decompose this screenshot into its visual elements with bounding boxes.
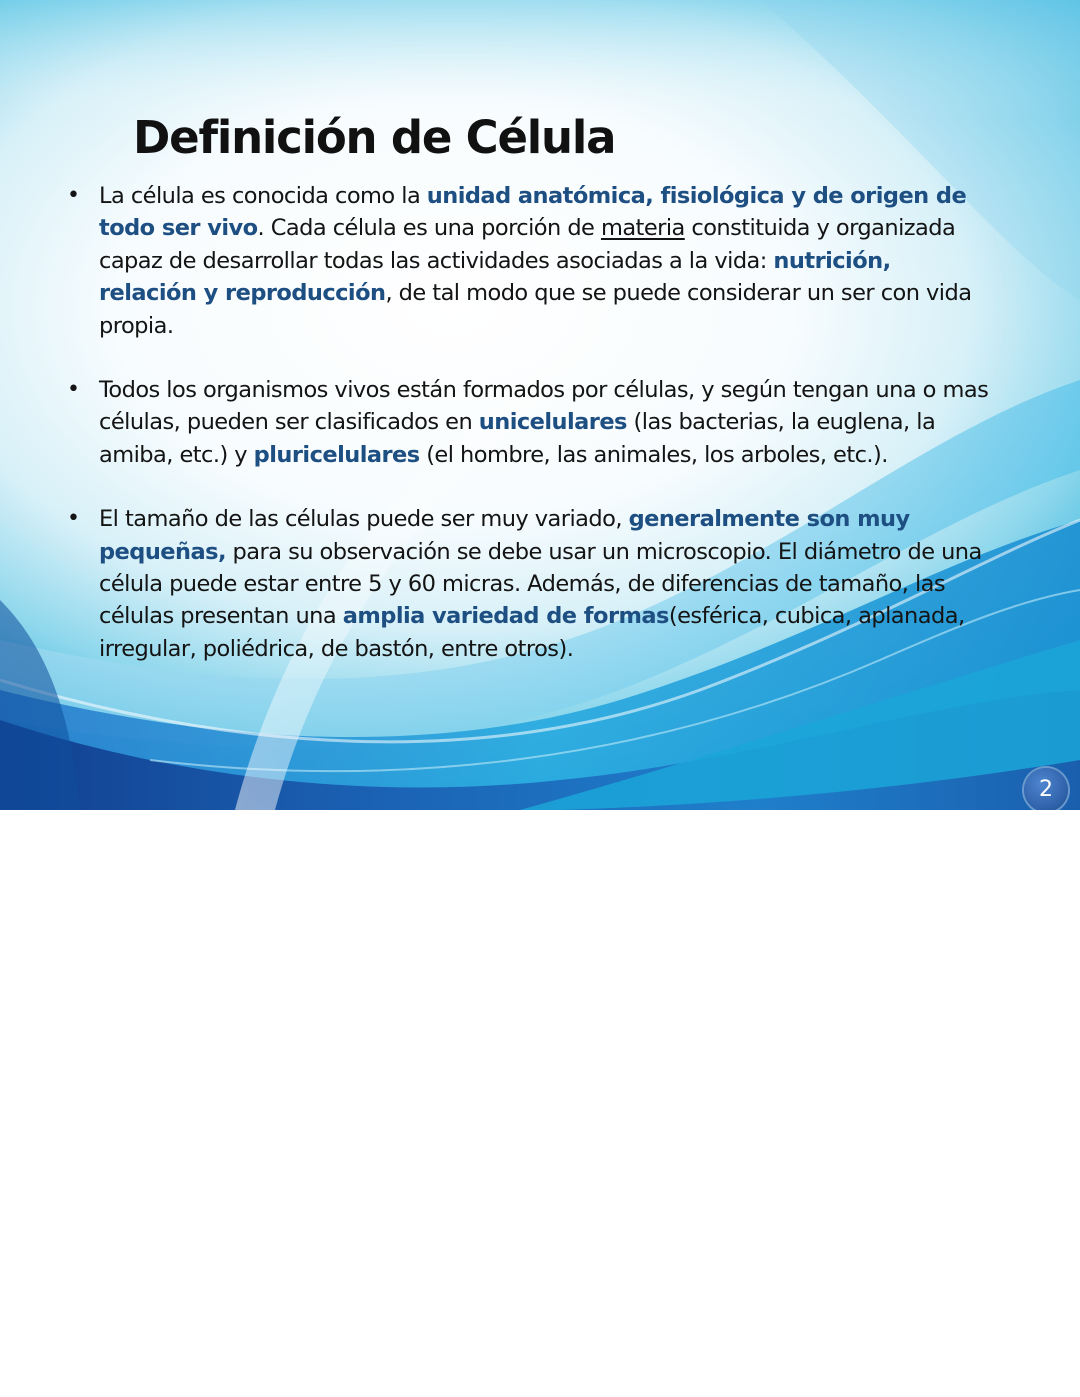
page-number-badge: 2: [1024, 768, 1068, 810]
bullet-icon: •: [67, 377, 80, 403]
text: , de tal modo que se puede considerar un ser con vida propia.: [99, 280, 972, 339]
highlight-text: nutrición, relación y reproducción: [99, 247, 891, 307]
bullet-item: [64, 503, 994, 665]
highlight-text: unicelulares: [478, 409, 627, 436]
text: para su observación se debe usar un microscopio. El diámetro de una célula puede estar entre 5 y 60 micras. Además, de diferencias de tamaño, las células presentan una: [99, 538, 982, 630]
highlight-text: unidad anatómica, fisiológica y de origen de todo ser vivo: [99, 183, 967, 242]
text: Todos los organismos vivos están formados por células, y según tengan una o mas células, pueden ser clasificados en: [99, 377, 989, 436]
text: constituida y organizada capaz de desarrollar todas las actividades asociadas a la vida:: [99, 215, 956, 274]
text: (el hombre, las animales, los arboles, etc.).: [419, 441, 888, 468]
slide-title: Definición de Célula: [133, 111, 616, 164]
highlight-text: generalmente son muy pequeñas,: [99, 506, 910, 565]
bullet-item: [64, 374, 994, 471]
underlined-text: materia: [600, 215, 685, 242]
highlight-text: pluricelulares: [253, 441, 420, 468]
bullet-list: [64, 180, 994, 697]
bullet-icon: •: [67, 506, 80, 532]
bullet-item: [64, 180, 994, 342]
text: El tamaño de las células puede ser muy variado,: [99, 506, 629, 533]
bullet-icon: •: [67, 183, 80, 208]
text: La célula es conocida como la: [99, 183, 427, 209]
text: (las bacterias, la euglena, la amiba, etc.) y: [99, 409, 936, 468]
highlight-text: amplia variedad de formas: [342, 603, 669, 630]
text: (esférica, cubica, aplanada, irregular, poliédrica, de bastón, entre otros).: [99, 603, 965, 662]
text: . Cada célula es una porción de: [257, 215, 601, 242]
